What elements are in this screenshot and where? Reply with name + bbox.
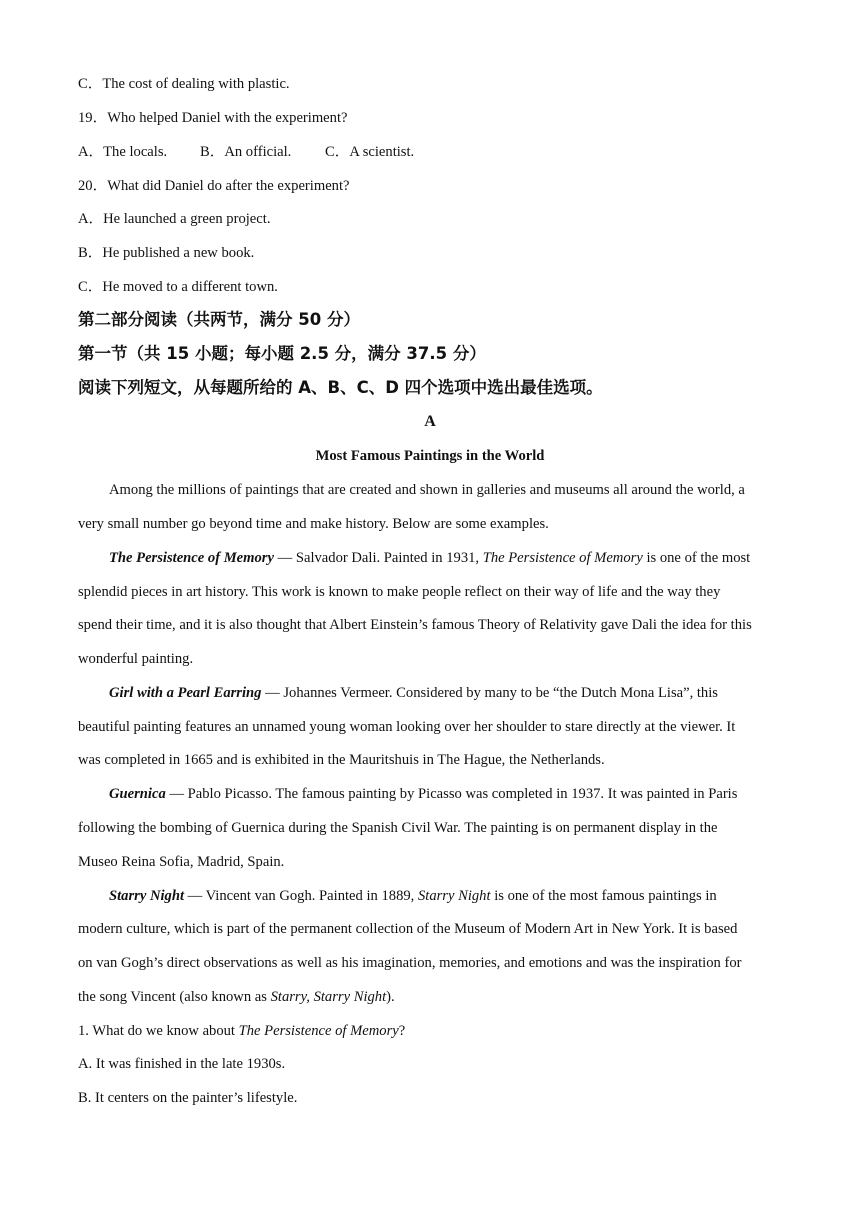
p3-line-1: Guernica — Pablo Picasso. The famous painting by Picasso was completed in 1937. It was painted in Paris: [109, 786, 738, 802]
q1-option-a: A. It was finished in the late 1930s.: [78, 1056, 286, 1072]
p4-line-1: Starry Night — Vincent van Gogh. Painted in 1889, Starry Night is one of the most famous paintings in: [109, 888, 717, 904]
p4-painting-title: Starry Night: [109, 888, 185, 904]
p1-line-3: spend their time, and it is also thought that Albert Einstein’s famous Theory of Relativity gave Dali the idea for this: [78, 617, 752, 633]
subsection-title: 第一节（共 15 小题；每小题 2.5 分，满分 37.5 分）: [78, 344, 486, 363]
p3-line-2: following the bombing of Guernica during the Spanish Civil War. The painting is on permanent display in the: [78, 820, 718, 836]
p2-line-2: beautiful painting features an unnamed young woman looking over her shoulder to stare directly at the viewer. It: [78, 719, 736, 735]
p2-line-1: Girl with a Pearl Earring — Johannes Vermeer. Considered by many to be “the Dutch Mona Lisa”, this: [109, 685, 718, 701]
p4-line-2: modern culture, which is part of the permanent collection of the Museum of Modern Art in New York. It is based: [78, 921, 738, 937]
intro-line-1: Among the millions of paintings that are created and shown in galleries and museums all around the world, a: [109, 482, 745, 498]
passage-title: Most Famous Paintings in the World: [315, 448, 545, 464]
p3-painting-title: Guernica: [109, 786, 166, 802]
p4-line-4: the song Vincent (also known as Starry, Starry Night).: [78, 989, 395, 1005]
p1-line-1: The Persistence of Memory — Salvador Dali. Painted in 1931, The Persistence of Memory is one of the most: [109, 550, 751, 566]
q20-option-a: A．He launched a green project.: [78, 211, 271, 227]
q1-stem: 1. What do we know about The Persistence of Memory?: [78, 1023, 406, 1039]
q19-option-c: C．A scientist.: [325, 144, 415, 160]
p4-line-3: on van Gogh’s direct observations as well as his imagination, memories, and emotions and was the inspiration for: [78, 955, 742, 971]
p3-line-3: Museo Reina Sofia, Madrid, Spain.: [78, 854, 285, 870]
q19-stem: 19．Who helped Daniel with the experiment?: [78, 110, 348, 126]
p1-line-4: wonderful painting.: [78, 651, 194, 667]
q20-option-b: B．He published a new book.: [78, 245, 255, 261]
q19-option-b: B．An official.: [200, 144, 292, 160]
p2-painting-title: Girl with a Pearl Earring: [109, 685, 262, 701]
section-instruction: 阅读下列短文，从每题所给的 A、B、C、D 四个选项中选出最佳选项。: [78, 378, 603, 397]
q1-option-b: B. It centers on the painter’s lifestyle.: [78, 1090, 298, 1106]
p1-line-2: splendid pieces in art history. This work is known to make people reflect on their way of life and the way they: [78, 584, 721, 600]
q20-option-c: C．He moved to a different town.: [78, 279, 278, 295]
q20-stem: 20．What did Daniel do after the experiment?: [78, 178, 350, 194]
p2-line-3: was completed in 1665 and is exhibited in the Mauritshuis in The Hague, the Netherlands.: [78, 752, 605, 768]
intro-line-2: very small number go beyond time and make history. Below are some examples.: [78, 516, 549, 532]
q19-options: [78, 142, 414, 162]
q18-option-c: C．The cost of dealing with plastic.: [78, 76, 290, 92]
part-title: 第二部分阅读（共两节，满分 50 分）: [78, 310, 360, 329]
p1-painting-title: The Persistence of Memory: [109, 550, 274, 566]
q19-option-a: A．The locals.: [78, 144, 168, 160]
passage-letter: A: [424, 413, 436, 430]
